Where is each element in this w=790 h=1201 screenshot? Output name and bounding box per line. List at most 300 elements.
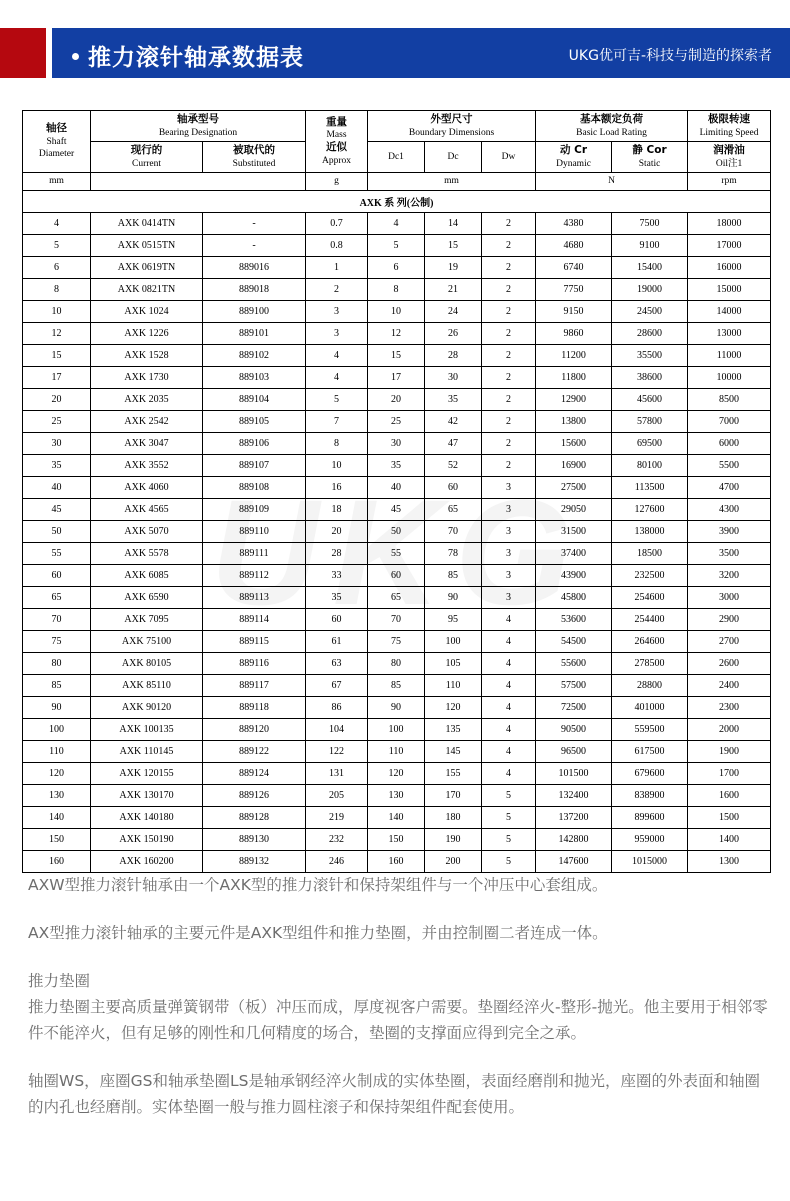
cell-limiting-speed: 1500: [688, 806, 771, 828]
table-row: [23, 586, 771, 608]
cell-shaft-diameter: 40: [23, 476, 91, 498]
table-row: [23, 300, 771, 322]
cell-dc: 35: [425, 388, 482, 410]
unit-load: N: [536, 172, 688, 190]
cell-current-designation: AXK 1528: [91, 344, 203, 366]
table-row: [23, 454, 771, 476]
cell-limiting-speed: 17000: [688, 234, 771, 256]
cell-shaft-diameter: 60: [23, 564, 91, 586]
cell-limiting-speed: 14000: [688, 300, 771, 322]
cell-static-load: 838900: [612, 784, 688, 806]
cell-dc1: 4: [368, 212, 425, 234]
header-dc: Dc: [425, 141, 482, 172]
cell-dc1: 70: [368, 608, 425, 630]
cell-current-designation: AXK 100135: [91, 718, 203, 740]
cell-limiting-speed: 18000: [688, 212, 771, 234]
cell-dynamic-load: 29050: [536, 498, 612, 520]
cell-dc: 47: [425, 432, 482, 454]
bearing-data-table-container: [22, 110, 770, 873]
table-row: [23, 630, 771, 652]
cell-substituted-designation: -: [203, 234, 306, 256]
cell-static-load: 254600: [612, 586, 688, 608]
table-head: [23, 111, 771, 191]
cell-current-designation: AXK 2035: [91, 388, 203, 410]
cell-dc: 180: [425, 806, 482, 828]
cell-substituted-designation: 889104: [203, 388, 306, 410]
cell-static-load: 69500: [612, 432, 688, 454]
cell-shaft-diameter: 55: [23, 542, 91, 564]
cell-dc: 26: [425, 322, 482, 344]
cell-dc: 15: [425, 234, 482, 256]
cell-current-designation: AXK 0821TN: [91, 278, 203, 300]
cell-dc1: 85: [368, 674, 425, 696]
cell-static-load: 24500: [612, 300, 688, 322]
note-paragraph-1: AXW型推力滚针轴承由一个AXK型的推力滚针和保持架组件与一个冲压中心套组成。: [28, 876, 608, 894]
cell-limiting-speed: 2000: [688, 718, 771, 740]
cell-dw: 2: [482, 322, 536, 344]
header-static: 静 Cor Static: [612, 141, 688, 172]
cell-substituted-designation: 889120: [203, 718, 306, 740]
cell-current-designation: AXK 6085: [91, 564, 203, 586]
cell-shaft-diameter: 30: [23, 432, 91, 454]
cell-shaft-diameter: 130: [23, 784, 91, 806]
header-bearing-designation: 轴承型号 Bearing Designation: [91, 111, 306, 142]
unit-mass: g: [306, 172, 368, 190]
note-paragraph-2: AX型推力滚针轴承的主要元件是AXK型组件和推力垫圈，并由控制圈二者连成一体。: [28, 924, 608, 942]
cell-dw: 2: [482, 212, 536, 234]
cell-dc1: 100: [368, 718, 425, 740]
cell-mass: 219: [306, 806, 368, 828]
cell-limiting-speed: 1700: [688, 762, 771, 784]
cell-static-load: 127600: [612, 498, 688, 520]
cell-current-designation: AXK 150190: [91, 828, 203, 850]
table-row: [23, 212, 771, 234]
cell-dc: 155: [425, 762, 482, 784]
cell-dc: 42: [425, 410, 482, 432]
cell-dc: 95: [425, 608, 482, 630]
cell-dynamic-load: 31500: [536, 520, 612, 542]
cell-current-designation: AXK 0619TN: [91, 256, 203, 278]
cell-dc1: 60: [368, 564, 425, 586]
cell-dc1: 12: [368, 322, 425, 344]
cell-dw: 3: [482, 586, 536, 608]
header-shaft-diameter: 轴径 Shaft Diameter: [23, 111, 91, 173]
header-row-units: [23, 172, 771, 190]
cell-dynamic-load: 7750: [536, 278, 612, 300]
cell-limiting-speed: 3500: [688, 542, 771, 564]
table-row: [23, 410, 771, 432]
cell-static-load: 38600: [612, 366, 688, 388]
cell-mass: 0.7: [306, 212, 368, 234]
cell-dc: 24: [425, 300, 482, 322]
cell-dw: 2: [482, 344, 536, 366]
cell-substituted-designation: 889101: [203, 322, 306, 344]
page-title-text: 推力滚针轴承数据表: [88, 45, 304, 71]
cell-limiting-speed: 4700: [688, 476, 771, 498]
cell-dw: 4: [482, 608, 536, 630]
cell-dw: 2: [482, 410, 536, 432]
cell-dynamic-load: 45800: [536, 586, 612, 608]
cell-dw: 2: [482, 388, 536, 410]
cell-static-load: 28600: [612, 322, 688, 344]
cell-dc: 65: [425, 498, 482, 520]
cell-substituted-designation: 889103: [203, 366, 306, 388]
cell-limiting-speed: 11000: [688, 344, 771, 366]
cell-limiting-speed: 2300: [688, 696, 771, 718]
table-row: [23, 322, 771, 344]
cell-dw: 3: [482, 564, 536, 586]
cell-dynamic-load: 37400: [536, 542, 612, 564]
cell-static-load: 559500: [612, 718, 688, 740]
cell-substituted-designation: 889130: [203, 828, 306, 850]
header-current: 现行的 Current: [91, 141, 203, 172]
cell-substituted-designation: 889100: [203, 300, 306, 322]
table-row: [23, 718, 771, 740]
table-row: [23, 476, 771, 498]
bullet-icon: [72, 53, 79, 60]
cell-shaft-diameter: 4: [23, 212, 91, 234]
cell-dw: 3: [482, 498, 536, 520]
cell-dw: 4: [482, 696, 536, 718]
table-row: [23, 542, 771, 564]
cell-static-load: 9100: [612, 234, 688, 256]
cell-dynamic-load: 57500: [536, 674, 612, 696]
cell-dc1: 15: [368, 344, 425, 366]
header-dynamic: 动 Cr Dynamic: [536, 141, 612, 172]
cell-shaft-diameter: 85: [23, 674, 91, 696]
cell-substituted-designation: 889112: [203, 564, 306, 586]
cell-dc1: 25: [368, 410, 425, 432]
cell-dc1: 50: [368, 520, 425, 542]
cell-dc: 70: [425, 520, 482, 542]
cell-limiting-speed: 6000: [688, 432, 771, 454]
cell-shaft-diameter: 70: [23, 608, 91, 630]
cell-shaft-diameter: 110: [23, 740, 91, 762]
cell-mass: 5: [306, 388, 368, 410]
cell-static-load: 1015000: [612, 850, 688, 872]
cell-mass: 2: [306, 278, 368, 300]
cell-dynamic-load: 132400: [536, 784, 612, 806]
note-paragraph-4: 轴圈WS，座圈GS和轴承垫圈LS是轴承钢经淬火制成的实体垫圈，表面经磨削和抛光，座圈的外表面和轴圈的内孔也经磨削。实体垫圈一般与推力圆柱滚子和保持架组件配套使用。: [28, 1072, 760, 1116]
cell-mass: 16: [306, 476, 368, 498]
cell-substituted-designation: 889128: [203, 806, 306, 828]
cell-limiting-speed: 1400: [688, 828, 771, 850]
cell-mass: 122: [306, 740, 368, 762]
cell-limiting-speed: 16000: [688, 256, 771, 278]
cell-current-designation: AXK 1226: [91, 322, 203, 344]
cell-dynamic-load: 16900: [536, 454, 612, 476]
cell-shaft-diameter: 8: [23, 278, 91, 300]
cell-current-designation: AXK 75100: [91, 630, 203, 652]
cell-dc1: 5: [368, 234, 425, 256]
cell-current-designation: AXK 160200: [91, 850, 203, 872]
cell-static-load: 254400: [612, 608, 688, 630]
cell-shaft-diameter: 45: [23, 498, 91, 520]
cell-shaft-diameter: 17: [23, 366, 91, 388]
cell-dw: 3: [482, 520, 536, 542]
cell-current-designation: AXK 80105: [91, 652, 203, 674]
cell-mass: 232: [306, 828, 368, 850]
cell-dc1: 6: [368, 256, 425, 278]
cell-shaft-diameter: 12: [23, 322, 91, 344]
cell-mass: 131: [306, 762, 368, 784]
cell-current-designation: AXK 5070: [91, 520, 203, 542]
cell-substituted-designation: 889113: [203, 586, 306, 608]
cell-static-load: 264600: [612, 630, 688, 652]
cell-limiting-speed: 1300: [688, 850, 771, 872]
cell-mass: 4: [306, 366, 368, 388]
cell-shaft-diameter: 120: [23, 762, 91, 784]
cell-shaft-diameter: 10: [23, 300, 91, 322]
cell-limiting-speed: 13000: [688, 322, 771, 344]
cell-dc: 110: [425, 674, 482, 696]
cell-dc: 120: [425, 696, 482, 718]
header-boundary-dimensions: 外型尺寸 Boundary Dimensions: [368, 111, 536, 142]
cell-mass: 7: [306, 410, 368, 432]
cell-dc: 170: [425, 784, 482, 806]
cell-substituted-designation: 889105: [203, 410, 306, 432]
cell-dc1: 120: [368, 762, 425, 784]
cell-dynamic-load: 4380: [536, 212, 612, 234]
cell-dc: 52: [425, 454, 482, 476]
cell-mass: 10: [306, 454, 368, 476]
cell-dw: 4: [482, 718, 536, 740]
table-row: [23, 234, 771, 256]
cell-mass: 246: [306, 850, 368, 872]
cell-dc1: 35: [368, 454, 425, 476]
header-oil: 润滑油 Oil注1: [688, 141, 771, 172]
header-row-2: [23, 141, 771, 172]
cell-substituted-designation: 889114: [203, 608, 306, 630]
cell-dw: 2: [482, 300, 536, 322]
cell-limiting-speed: 1900: [688, 740, 771, 762]
cell-static-load: 232500: [612, 564, 688, 586]
cell-current-designation: AXK 140180: [91, 806, 203, 828]
cell-dc1: 45: [368, 498, 425, 520]
cell-shaft-diameter: 140: [23, 806, 91, 828]
cell-static-load: 617500: [612, 740, 688, 762]
cell-dc: 60: [425, 476, 482, 498]
cell-dw: 2: [482, 234, 536, 256]
table-row: [23, 850, 771, 872]
cell-dc: 190: [425, 828, 482, 850]
section-header-row: [23, 190, 771, 212]
cell-dynamic-load: 147600: [536, 850, 612, 872]
cell-substituted-designation: 889018: [203, 278, 306, 300]
cell-shaft-diameter: 35: [23, 454, 91, 476]
brand-slogan: UKG优可吉-科技与制造的探索者: [568, 48, 772, 64]
cell-substituted-designation: 889107: [203, 454, 306, 476]
table-row: [23, 696, 771, 718]
cell-substituted-designation: 889108: [203, 476, 306, 498]
cell-shaft-diameter: 65: [23, 586, 91, 608]
cell-dynamic-load: 6740: [536, 256, 612, 278]
table-row: [23, 278, 771, 300]
cell-static-load: 278500: [612, 652, 688, 674]
cell-dc1: 140: [368, 806, 425, 828]
cell-mass: 104: [306, 718, 368, 740]
cell-current-designation: AXK 120155: [91, 762, 203, 784]
cell-dc1: 55: [368, 542, 425, 564]
cell-shaft-diameter: 150: [23, 828, 91, 850]
cell-dynamic-load: 12900: [536, 388, 612, 410]
table-row: [23, 674, 771, 696]
cell-dc: 21: [425, 278, 482, 300]
cell-dynamic-load: 43900: [536, 564, 612, 586]
cell-dc: 145: [425, 740, 482, 762]
table-body: [23, 190, 771, 872]
thrust-washer-heading: 推力垫圈: [28, 972, 91, 990]
table-row: [23, 388, 771, 410]
table-row: [23, 564, 771, 586]
table-row: [23, 608, 771, 630]
cell-substituted-designation: 889106: [203, 432, 306, 454]
header-substituted: 被取代的 Substituted: [203, 141, 306, 172]
cell-shaft-diameter: 100: [23, 718, 91, 740]
table-row: [23, 762, 771, 784]
cell-limiting-speed: 5500: [688, 454, 771, 476]
cell-dc: 30: [425, 366, 482, 388]
cell-substituted-designation: 889016: [203, 256, 306, 278]
cell-dynamic-load: 11800: [536, 366, 612, 388]
thrust-washer-block: [28, 968, 768, 1046]
cell-static-load: 7500: [612, 212, 688, 234]
header-dw: Dw: [482, 141, 536, 172]
cell-shaft-diameter: 15: [23, 344, 91, 366]
table-row: [23, 784, 771, 806]
cell-mass: 60: [306, 608, 368, 630]
cell-limiting-speed: 2600: [688, 652, 771, 674]
cell-dc1: 80: [368, 652, 425, 674]
cell-shaft-diameter: 75: [23, 630, 91, 652]
cell-mass: 0.8: [306, 234, 368, 256]
table-row: [23, 806, 771, 828]
cell-substituted-designation: 889124: [203, 762, 306, 784]
cell-static-load: 28800: [612, 674, 688, 696]
cell-static-load: 113500: [612, 476, 688, 498]
cell-limiting-speed: 10000: [688, 366, 771, 388]
table-row: [23, 256, 771, 278]
header-row-1: [23, 111, 771, 142]
cell-mass: 35: [306, 586, 368, 608]
cell-mass: 33: [306, 564, 368, 586]
cell-current-designation: AXK 3047: [91, 432, 203, 454]
notes-section: [28, 872, 768, 1142]
cell-dc: 90: [425, 586, 482, 608]
cell-static-load: 35500: [612, 344, 688, 366]
table-row: [23, 366, 771, 388]
cell-static-load: 57800: [612, 410, 688, 432]
cell-dc: 85: [425, 564, 482, 586]
cell-substituted-designation: 889118: [203, 696, 306, 718]
cell-current-designation: AXK 5578: [91, 542, 203, 564]
cell-current-designation: AXK 4565: [91, 498, 203, 520]
cell-dw: 2: [482, 366, 536, 388]
page-title: [72, 39, 304, 72]
table-row: [23, 652, 771, 674]
cell-static-load: 401000: [612, 696, 688, 718]
cell-mass: 67: [306, 674, 368, 696]
unit-speed: rpm: [688, 172, 771, 190]
cell-dynamic-load: 11200: [536, 344, 612, 366]
bearing-data-table: [22, 110, 771, 873]
cell-limiting-speed: 2400: [688, 674, 771, 696]
thrust-washer-body: 推力垫圈主要高质量弹簧钢带（板）冲压而成，厚度视客户需要。垫圈经淬火-整形-抛光。他主要用于相邻零件不能淬火，但有足够的刚性和几何精度的场合，垫圈的支撑面应得到完全之承。: [28, 998, 768, 1042]
cell-mass: 205: [306, 784, 368, 806]
cell-dc: 105: [425, 652, 482, 674]
cell-static-load: 80100: [612, 454, 688, 476]
cell-dynamic-load: 9860: [536, 322, 612, 344]
cell-substituted-designation: 889111: [203, 542, 306, 564]
cell-substituted-designation: 889117: [203, 674, 306, 696]
table-row: [23, 344, 771, 366]
cell-dc1: 130: [368, 784, 425, 806]
cell-dc1: 30: [368, 432, 425, 454]
cell-dynamic-load: 54500: [536, 630, 612, 652]
cell-substituted-designation: 889109: [203, 498, 306, 520]
cell-limiting-speed: 8500: [688, 388, 771, 410]
cell-limiting-speed: 3200: [688, 564, 771, 586]
cell-dw: 4: [482, 630, 536, 652]
cell-dw: 5: [482, 806, 536, 828]
cell-dynamic-load: 137200: [536, 806, 612, 828]
section-label-axk: AXK 系 列(公制): [23, 190, 771, 212]
cell-current-designation: AXK 1024: [91, 300, 203, 322]
cell-limiting-speed: 15000: [688, 278, 771, 300]
header-basic-load-rating: 基本额定负荷 Basic Load Rating: [536, 111, 688, 142]
cell-dynamic-load: 96500: [536, 740, 612, 762]
cell-dynamic-load: 15600: [536, 432, 612, 454]
table-row: [23, 498, 771, 520]
cell-shaft-diameter: 5: [23, 234, 91, 256]
cell-current-designation: AXK 7095: [91, 608, 203, 630]
cell-current-designation: AXK 0414TN: [91, 212, 203, 234]
cell-mass: 8: [306, 432, 368, 454]
cell-mass: 61: [306, 630, 368, 652]
cell-dynamic-load: 101500: [536, 762, 612, 784]
cell-dynamic-load: 142800: [536, 828, 612, 850]
cell-dc1: 75: [368, 630, 425, 652]
cell-dc1: 65: [368, 586, 425, 608]
cell-current-designation: AXK 110145: [91, 740, 203, 762]
cell-limiting-speed: 2900: [688, 608, 771, 630]
cell-mass: 3: [306, 322, 368, 344]
cell-shaft-diameter: 50: [23, 520, 91, 542]
cell-shaft-diameter: 80: [23, 652, 91, 674]
cell-dw: 4: [482, 674, 536, 696]
cell-limiting-speed: 1600: [688, 784, 771, 806]
cell-current-designation: AXK 0515TN: [91, 234, 203, 256]
cell-substituted-designation: 889132: [203, 850, 306, 872]
cell-dynamic-load: 55600: [536, 652, 612, 674]
cell-dw: 2: [482, 432, 536, 454]
cell-mass: 1: [306, 256, 368, 278]
cell-dynamic-load: 53600: [536, 608, 612, 630]
cell-static-load: 138000: [612, 520, 688, 542]
cell-static-load: 899600: [612, 806, 688, 828]
cell-dc1: 17: [368, 366, 425, 388]
cell-dynamic-load: 90500: [536, 718, 612, 740]
unit-boundary: mm: [368, 172, 536, 190]
unit-designation-blank: [91, 172, 306, 190]
cell-dc1: 20: [368, 388, 425, 410]
cell-limiting-speed: 3000: [688, 586, 771, 608]
header-mass: 重量 Mass 近似 Approx: [306, 111, 368, 173]
page-banner: [0, 28, 790, 78]
cell-substituted-designation: 889115: [203, 630, 306, 652]
cell-static-load: 18500: [612, 542, 688, 564]
cell-mass: 3: [306, 300, 368, 322]
